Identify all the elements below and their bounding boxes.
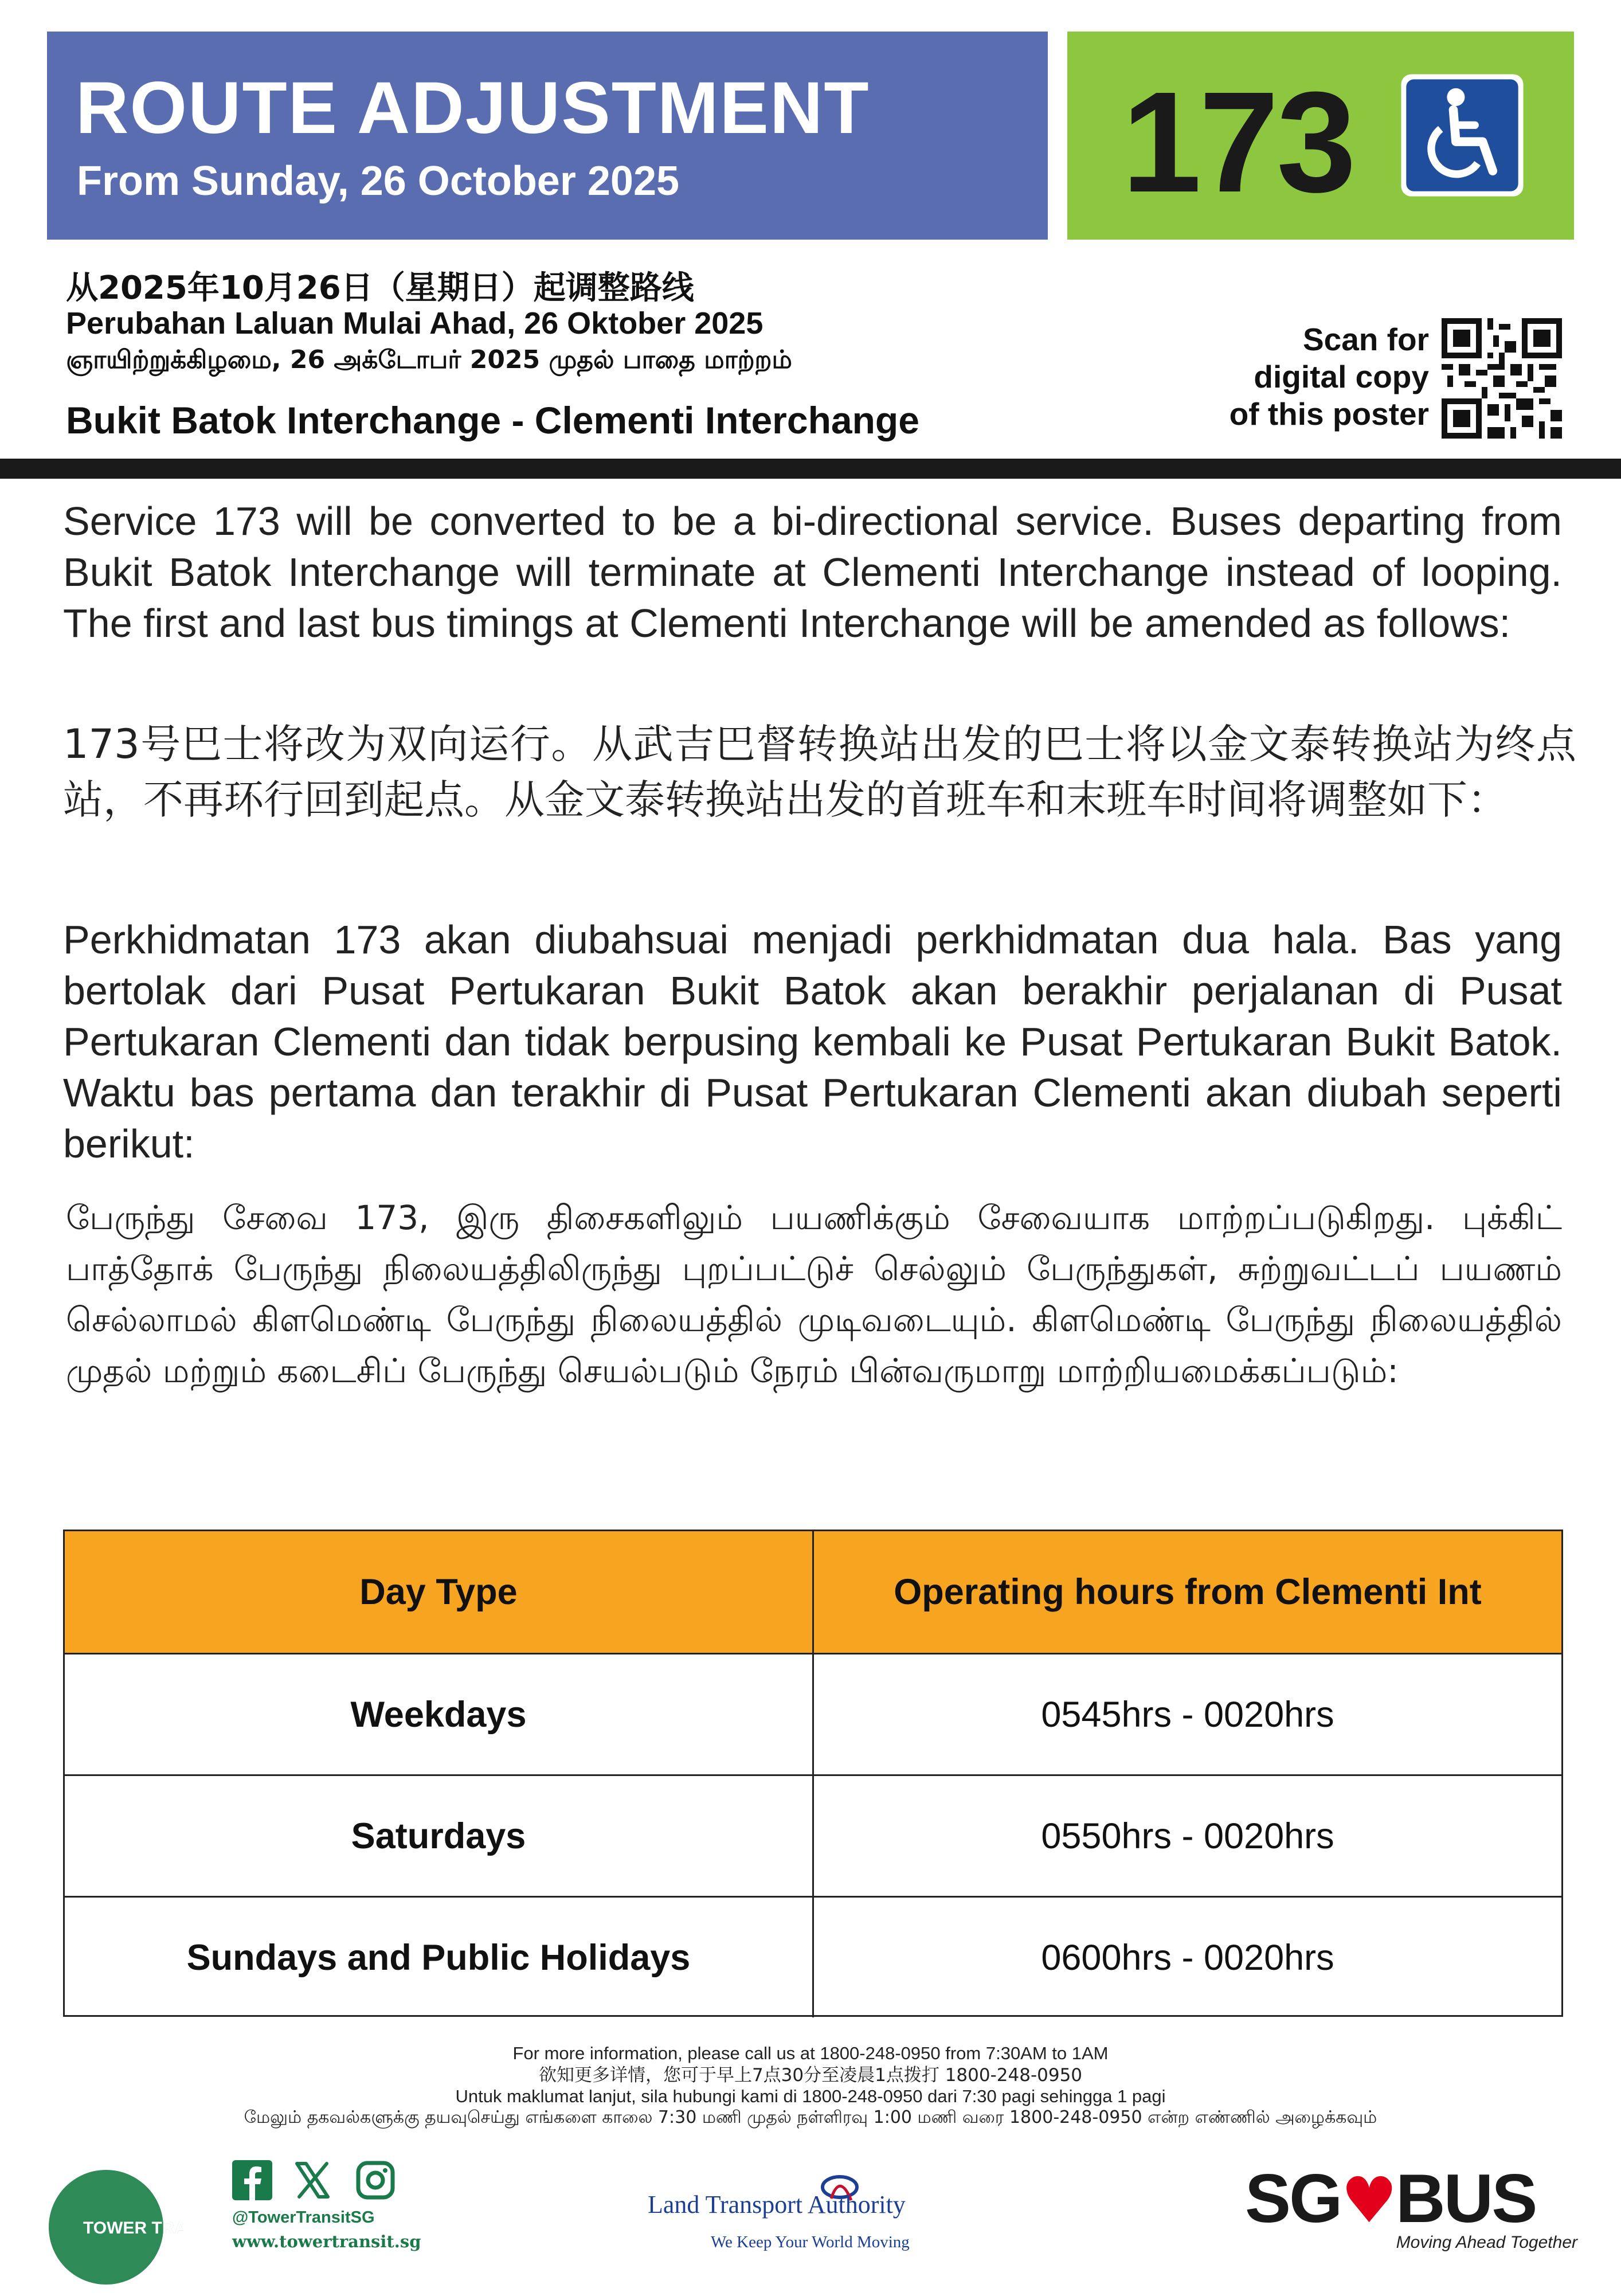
contact-english: For more information, please call us at 1800-248-0950 from 7:30AM to 1AM	[512, 2043, 1109, 2063]
subtitle-malay: Perubahan Laluan Mulai Ahad, 26 Oktober 2025	[66, 306, 763, 341]
table-header-row	[65, 1531, 1561, 1653]
route-number: 173	[1122, 62, 1354, 222]
qr-code-icon[interactable]	[1442, 318, 1562, 439]
tower-transit-logo	[46, 2164, 226, 2293]
tower-transit-label: TOWER TRANSIT	[83, 2219, 226, 2238]
notice-malay: Perkhidmatan 173 akan diubahsuai menjadi perkhidmatan dua hala. Bas yang bertolak dari Pusat Pertukaran Bukit Batok akan berakhir perjalanan di Pusat Pertukaran Clementi dan tidak berpusing kembali ke Pusat Pertukaran Bukit Batok. Waktu bas pertama dan terakhir di Pusat Pertukaran Clementi akan diubah seperti berikut:	[63, 917, 1562, 1166]
notice-tamil: பேருந்து சேவை 173, இரு திசைகளிலும் பயணிக்கும் சேவையாக மாற்றப்படுகிறது. புக்கிட் பாத்தோக் பேருந்து நிலையத்திலிருந்து புறப்பட்டுச் செல்லும் பேருந்துகள், சுற்றுவட்டப் பயணம் செல்லாமல் கிளமெண்டி பேருந்து நிலையத்தில் முடிவடையும். கிளமெண்டி பேருந்து நிலையத்தில் முதல் மற்றும் கடைசிப் பேருந்து செயல்படும் நேரம் பின்வருமாறு மாற்றியமைக்கப்படும்:	[66, 1198, 1562, 1390]
table-row	[65, 1896, 1561, 2017]
lta-logo	[648, 2167, 969, 2259]
scan-line-1: Scan for	[1302, 322, 1429, 357]
heart-icon: ♥	[1341, 2164, 1396, 2237]
day-type-cell: Weekdays	[65, 1654, 814, 1774]
hours-cell: 0550hrs - 0020hrs	[1041, 1816, 1334, 1856]
contact-tamil: மேலும் தகவல்களுக்கு தயவுசெய்து எங்களை காலை 7:30 மணி முதல் நள்ளிரவு 1:00 மணி வரை 1800-248-0950 என்ற எண்ணில் அழைக்கவும்	[244, 2107, 1377, 2127]
social-handle[interactable]: @TowerTransitSG	[232, 2208, 375, 2227]
column-header-day-type: Day Type	[65, 1531, 814, 1653]
subtitle-chinese: 从2025年10月26日（星期日）起调整路线	[66, 269, 694, 307]
contact-chinese: 欲知更多详情，您可于早上7点30分至凌晨1点拨打 1800-248-0950	[538, 2065, 1083, 2086]
page-title: ROUTE ADJUSTMENT	[76, 67, 870, 149]
contact-malay: Untuk maklumat lanjut, sila hubungi kami di 1800-248-0950 dari 7:30 pagi sehingga 1 pagi	[455, 2086, 1166, 2106]
scan-line-3: of this poster	[1229, 396, 1429, 432]
route-badge	[1067, 32, 1574, 240]
subtitle-tamil: ஞாயிற்றுக்கிழமை, 26 அக்டோபர் 2025 முதல் பாதை மாற்றம்	[66, 345, 792, 374]
sgbus-tagline: Moving Ahead Together	[1396, 2233, 1577, 2252]
route-endpoints: Bukit Batok Interchange - Clementi Interchange	[66, 399, 919, 441]
instagram-icon[interactable]	[355, 2160, 396, 2200]
title-banner	[47, 32, 1048, 240]
day-type-cell: Sundays and Public Holidays	[65, 1898, 814, 2017]
sgbus-wordmark: SG♥BUS	[1245, 2160, 1536, 2237]
column-header-operating-hours: Operating hours from Clementi Int	[894, 1572, 1482, 1612]
scan-instruction	[1188, 321, 1429, 433]
header-divider	[0, 459, 1621, 479]
facebook-icon[interactable]	[232, 2160, 272, 2200]
notice-chinese: 173号巴士将改为双向运行。从武吉巴督转换站出发的巴士将以金文泰转换站为终点站，不再环行回到起点。从金文泰转换站出发的首班车和末班车时间将调整如下：	[63, 721, 1576, 823]
lta-tagline: We Keep Your World Moving	[711, 2233, 910, 2251]
wheelchair-accessible-icon	[1399, 72, 1526, 199]
scan-line-2: digital copy	[1254, 359, 1429, 394]
notice-english: Service 173 will be converted to be a bi-directional service. Buses departing from Bukit Batok Interchange will terminate at Clementi Interchange instead of looping. The first and last bus timings at Clementi Interchange will be amended as follows:	[63, 499, 1562, 646]
effective-date: From Sunday, 26 October 2025	[77, 158, 680, 204]
lta-name: Land Transport Authority	[648, 2191, 906, 2219]
hours-cell: 0545hrs - 0020hrs	[1041, 1694, 1334, 1735]
operating-hours-table	[63, 1530, 1563, 2017]
sgbus-logo	[1245, 2160, 1577, 2267]
day-type-cell: Saturdays	[65, 1776, 814, 1896]
website-link[interactable]: www.towertransit.sg	[232, 2232, 421, 2251]
hours-cell: 0600hrs - 0020hrs	[1041, 1937, 1334, 1978]
table-row	[65, 1774, 1561, 1896]
x-twitter-icon[interactable]	[292, 2160, 332, 2200]
table-row	[65, 1653, 1561, 1774]
